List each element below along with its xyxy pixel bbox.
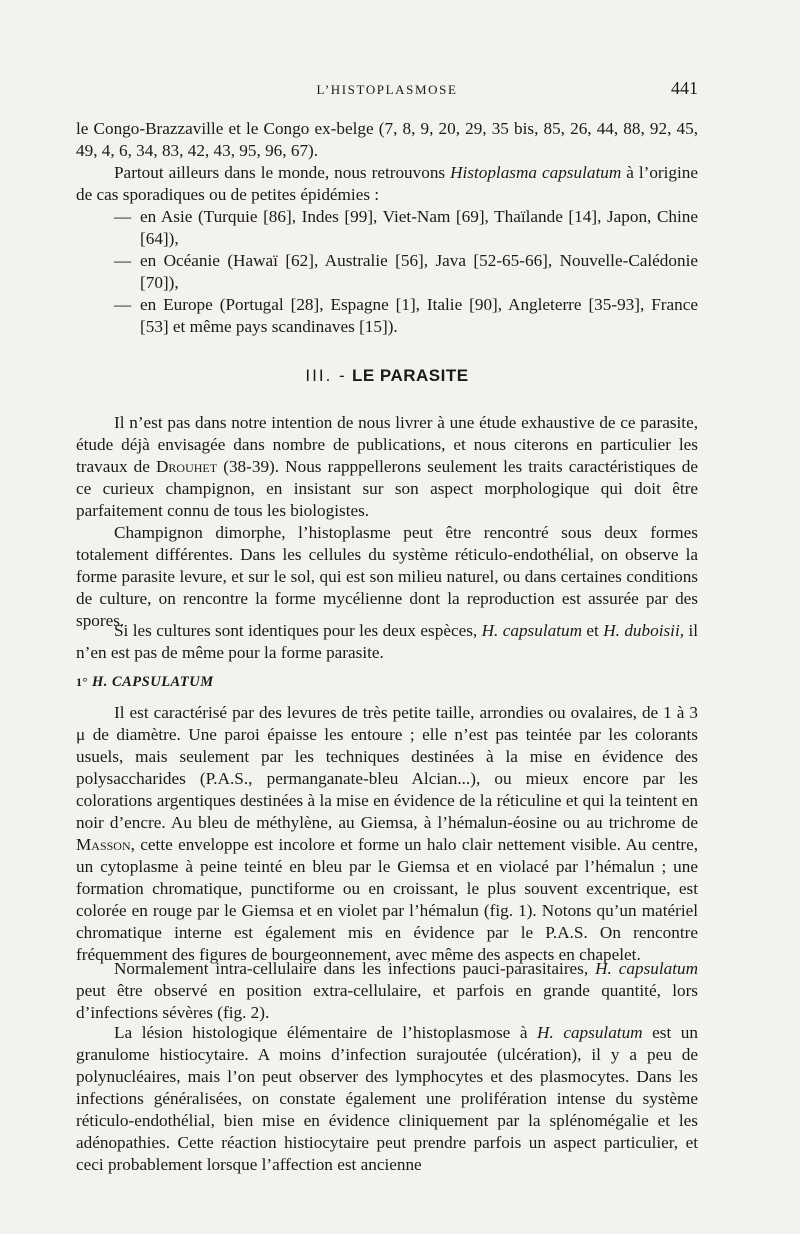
section-number: III. - (305, 366, 347, 385)
paragraph-cultures (76, 620, 698, 664)
species-name: H. capsulatum (481, 621, 582, 640)
section-heading (76, 366, 698, 386)
list-item (76, 206, 698, 250)
paragraph-text: La lésion histologique élémentaire de l’histoplasmose à (114, 1023, 538, 1042)
author-name: Drouhet (156, 457, 218, 476)
paragraph-text: (38-39). Nous rapppellerons seulement les traits caractéristiques de ce curieux champignon, en insistant sur son aspect morphologique qui doit être parfaitement connu de tous les biologistes. (76, 457, 699, 520)
list-item (76, 294, 698, 338)
paragraph-intention (76, 412, 698, 522)
region-list (76, 206, 698, 338)
paragraph-text: peut être observé en position extra-cellulaire, et parfois en grande quantité, lors d’infections sévères (fig. 2). (76, 981, 698, 1022)
paragraph-elsewhere (76, 162, 698, 206)
subsection-heading (76, 674, 698, 691)
species-name: H. duboisii, (603, 621, 685, 640)
paragraph-lesion (76, 1022, 698, 1176)
paragraph-text: Si les cultures sont identiques pour les deux espèces, (114, 621, 482, 640)
list-item-text: en Asie (Turquie [86], Indes [99], Viet-Nam [69], Thaïlande [14], Japon, Chine [64]), (140, 207, 698, 248)
running-head (76, 78, 698, 102)
section-title: LE PARASITE (351, 366, 469, 385)
paragraph-text: , cette enveloppe est incolore et forme un halo clair nettement visible. Au centre, un cytoplasme à peine teinté en bleu par le Giemsa et en violacé par l’hémalun ; une formation chromatique, punctiforme ou en croissant, le plus souvent excentrique, est colorée en rouge par le Giemsa et en violet par l’hémalun (fig. 1). Notons qu’un matériel chromatique interne est également mis en évidence par le P.A.S. On rencontre fréquemment des figures de bourgeonnement, avec même des aspects en chapelet. (76, 835, 698, 964)
list-item-text: en Océanie (Hawaï [62], Australie [56], Java [52-65-66], Nouvelle-Calédonie [70]), (140, 251, 698, 292)
list-dash: — (114, 295, 132, 314)
running-title: L’HISTOPLASMOSE (316, 82, 458, 97)
paragraph-text: Normalement intra-cellulaire dans les infections pauci-parasitaires, (114, 959, 596, 978)
species-name: H. capsulatum (595, 959, 698, 978)
paragraph-text: et (581, 621, 604, 640)
paragraph-text: est un granulome histiocytaire. A moins d’infection surajoutée (ulcération), il y a peu de polynucléaires, mais l’on peut observer des lymphocytes et des plasmocytes. Dans les infections généralisées, on constate également une prolifération intense du système réticulo-endothélial, bien mise en évidence cliniquement par la splénomégalie et les adénopathies. Cette réaction histiocytaire peut prendre parfois un aspect particulier, et ceci probablement lorsque l’affection est ancienne (76, 1023, 698, 1174)
paragraph-text: Il n’est pas dans notre intention de nous livrer à une étude exhaustive de ce parasite, étude déjà envisagée dans nombre de publications, et nous citerons en particulier les travaux de (76, 413, 698, 476)
list-item-text: en Europe (Portugal [28], Espagne [1], Italie [90], Angleterre [35-93], France [53] et même pays scandinaves [15]). (140, 295, 698, 336)
paragraph-dimorphe: Champignon dimorphe, l’histoplasme peut être rencontré sous deux formes totalement différentes. Dans les cellules du système réticulo-endothélial, on observe la forme parasite levure, et sur le sol, qui est son milieu naturel, ou dans certaines conditions de culture, on rencontre la forme mycélienne dont la reproduction est assurée par des spores. (76, 523, 698, 630)
paragraph-text: il n’en est pas de même pour la forme parasite. (76, 621, 698, 662)
page-number: 441 (671, 78, 698, 98)
paragraph-intracellular (76, 958, 698, 1024)
subsection-title: H. CAPSULATUM (91, 674, 214, 690)
author-name: Masson (76, 835, 131, 854)
paragraph-characterization (76, 702, 698, 966)
subsection-number: 1° (76, 675, 88, 689)
paragraph-text: à l’origine de cas sporadiques ou de petites épidémies : (76, 163, 699, 204)
list-dash: — (114, 251, 132, 270)
list-dash: — (114, 207, 132, 226)
paragraph-text: Il est caractérisé par des levures de très petite taille, arrondies ou ovalaires, de 1 à 3 μ de diamètre. Une paroi épaisse les entoure ; elle n’est pas teintée par les colorants usuels, mais seulement par les techniques destinées à la mise en évidence des polysaccharides (P.A.S., permanganate-bleu Alcian...), ou mieux encore par les colorations argentiques destinées à la mise en évidence de la réticuline et qui la teintent en noir d’encre. Au bleu de méthylène, au Giemsa, à l’hémalun-éosine ou au trichrome de (76, 703, 698, 832)
species-name: Histoplasma capsulatum (450, 163, 622, 182)
paragraph-intro-continuation: le Congo-Brazzaville et le Congo ex-belge (7, 8, 9, 20, 29, 35 bis, 85, 26, 44, 88, 92, 45, 49, 4, 6, 34, 83, 42, 43, 95, 96, 67). (76, 119, 698, 160)
species-name: H. capsulatum (537, 1023, 643, 1042)
list-item (76, 250, 698, 294)
paragraph-text: Partout ailleurs dans le monde, nous retrouvons (114, 163, 451, 182)
